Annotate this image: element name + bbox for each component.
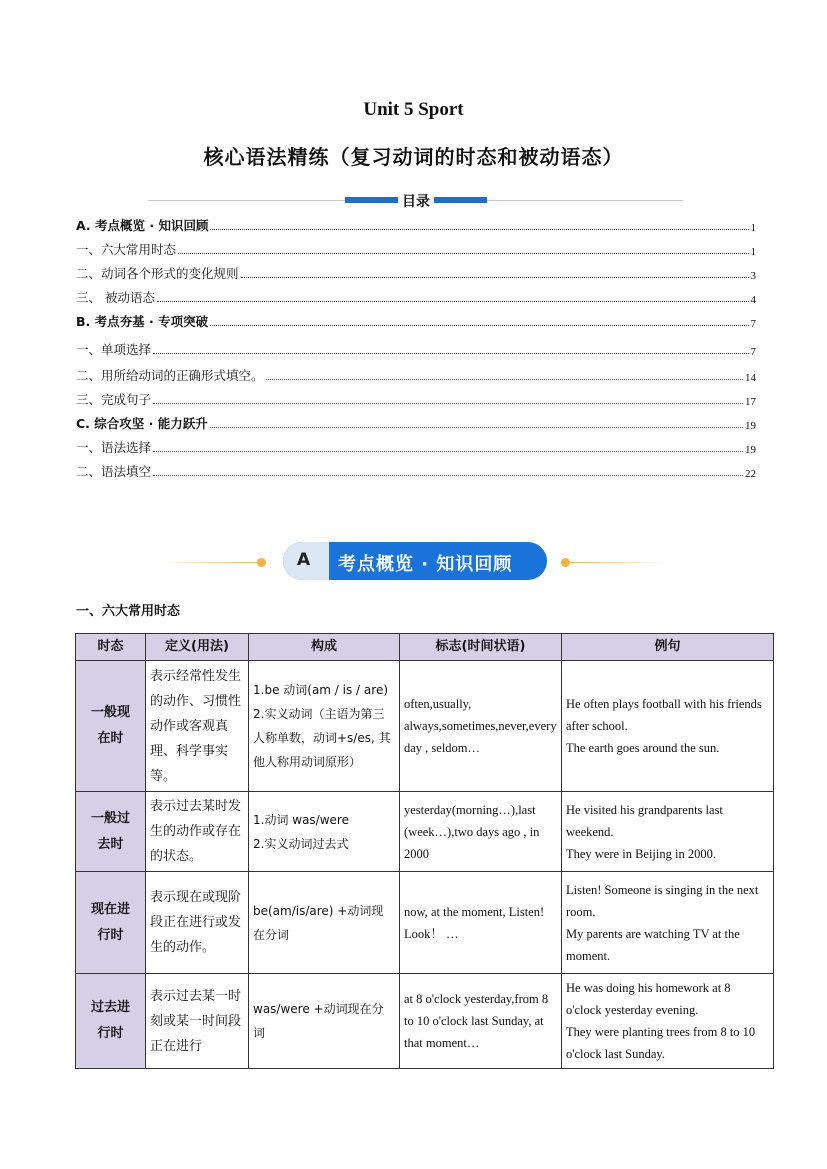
example-cell xyxy=(562,661,774,792)
toc-item[interactable] xyxy=(76,216,756,234)
toc-item-text: 二、语法填空 xyxy=(76,464,152,479)
toc-item-page: 17 xyxy=(745,396,756,408)
toc-heading-bar xyxy=(148,191,683,209)
example-cell xyxy=(562,792,774,872)
toc-item[interactable] xyxy=(76,390,756,408)
toc-item-page: 4 xyxy=(750,294,756,306)
table-header-cell: 例句 xyxy=(562,634,774,661)
toc-item-text: 一、单项选择 xyxy=(76,342,152,357)
toc-item-text: 三、完成句子 xyxy=(76,392,152,407)
toc-item-text: 一、六大常用时态 xyxy=(76,242,177,257)
toc-leader xyxy=(157,301,749,302)
example-line: The earth goes around the sun. xyxy=(566,741,720,755)
toc-leader xyxy=(153,451,743,452)
toc-item[interactable] xyxy=(76,414,756,432)
tense-name-line: 在时 xyxy=(97,731,124,746)
toc-item[interactable] xyxy=(76,340,756,358)
toc-item[interactable] xyxy=(76,288,756,306)
toc-accent-right xyxy=(431,197,487,203)
toc-accent-left xyxy=(345,197,401,203)
toc-item-page: 19 xyxy=(745,444,756,456)
toc-item-text: B. 考点夯基 · 专项突破 xyxy=(76,314,209,329)
tense-name-cell xyxy=(76,872,146,974)
tense-name-line: 过去进 xyxy=(90,1000,130,1015)
table-row xyxy=(76,792,774,872)
example-cell xyxy=(562,974,774,1069)
toc-item[interactable] xyxy=(76,366,756,384)
toc-item-page: 19 xyxy=(745,420,756,432)
table-row xyxy=(76,974,774,1069)
section-title: 一、六大常用时态 xyxy=(76,604,181,619)
toc-item-page: 7 xyxy=(750,346,756,358)
banner-line-left xyxy=(160,562,260,563)
toc-heading: 目录 xyxy=(398,191,434,211)
toc-item-page: 14 xyxy=(745,372,756,384)
form-line: 1.be 动词(am / is / are) xyxy=(253,683,389,697)
toc-item[interactable] xyxy=(76,240,756,258)
form-cell xyxy=(249,974,400,1069)
form-line: 1.动词 was/were xyxy=(253,812,349,827)
example-line: He visited his grandparents last weekend. xyxy=(566,802,723,839)
toc-item[interactable] xyxy=(76,438,756,456)
tense-name-cell xyxy=(76,792,146,872)
table-header-cell: 时态 xyxy=(76,634,146,661)
form-cell xyxy=(249,661,400,792)
toc-leader xyxy=(153,403,743,404)
definition-cell: 表示经常性发生的动作、习惯性动作或客观真理、科学事实等。 xyxy=(146,661,249,792)
tense-table xyxy=(75,633,774,1069)
toc-item-page: 1 xyxy=(750,246,756,258)
marker-cell: often,usually, always,sometimes,never,every day , seldom… xyxy=(400,661,562,792)
toc-leader xyxy=(241,277,749,278)
tense-name-line: 行时 xyxy=(97,927,124,943)
tense-name-cell xyxy=(76,974,146,1069)
form-line: was/were +动词现在分词 xyxy=(253,1002,384,1040)
toc-item-page: 7 xyxy=(750,318,756,330)
form-line: be(am/is/are) +动词现在分词 xyxy=(253,903,384,942)
form-cell xyxy=(249,792,400,872)
tense-name-line: 去时 xyxy=(97,836,124,852)
toc-item-page: 3 xyxy=(750,270,756,282)
example-line: Listen! Someone is singing in the next room. xyxy=(566,882,759,919)
form-cell xyxy=(249,872,400,974)
form-line: 2.实义动词（主语为第三人称单数，动词+s/es, 其他人称用动词原形） xyxy=(253,707,391,769)
table-header-cell: 标志(时间状语) xyxy=(400,634,562,661)
toc-item-page: 22 xyxy=(745,468,756,480)
toc-item-text: 一、语法选择 xyxy=(76,440,152,455)
tense-name-line: 一般现 xyxy=(90,705,130,720)
definition-cell: 表示现在或现阶段正在进行或发生的动作。 xyxy=(146,872,249,974)
table-row xyxy=(76,872,774,974)
definition-cell: 表示过去某时发生的动作或存在的状态。 xyxy=(146,792,249,872)
table-header-cell: 定义(用法) xyxy=(146,634,249,661)
banner-letter: A xyxy=(297,550,311,570)
document-title: Unit 5 Sport xyxy=(363,99,464,120)
toc-leader xyxy=(153,475,743,476)
toc-leader xyxy=(266,379,743,380)
toc-leader xyxy=(210,427,743,428)
definition-cell: 表示过去某一时刻或某一时间段正在进行 xyxy=(146,974,249,1069)
marker-cell: yesterday(morning…),last (week…),two days ago , in 2000 xyxy=(400,792,562,872)
tense-name-line: 现在进 xyxy=(90,901,130,917)
toc-item-text: C. 综合攻坚 · 能力跃升 xyxy=(76,416,208,431)
example-line: He often plays football with his friends after school. xyxy=(566,697,762,733)
form-line: 2.实义动词过去式 xyxy=(253,836,349,851)
section-banner xyxy=(0,540,827,584)
example-line: My parents are watching TV at the moment. xyxy=(566,926,740,963)
toc-item[interactable] xyxy=(76,312,756,330)
table-header-cell: 构成 xyxy=(249,634,400,661)
document-subtitle: 核心语法精练（复习动词的时态和被动语态） xyxy=(203,145,624,169)
banner-text: 考点概览 · 知识回顾 xyxy=(338,554,513,575)
toc-item-page: 1 xyxy=(750,222,756,234)
toc-item-text: A. 考点概览 · 知识回顾 xyxy=(76,218,209,233)
example-line: They were in Beijing in 2000. xyxy=(566,846,716,861)
banner-line-right xyxy=(568,562,668,563)
table-header-row xyxy=(76,634,774,661)
toc-item-text: 二、用所给动词的正确形式填空。 xyxy=(76,368,264,383)
marker-cell: at 8 o'clock yesterday,from 8 to 10 o'clock last Sunday, at that moment… xyxy=(400,974,562,1069)
example-line: They were planting trees from 8 to 10 o'clock last Sunday. xyxy=(566,1025,756,1061)
toc-leader xyxy=(210,325,748,326)
marker-cell: now, at the moment, Listen! Look！ … xyxy=(400,872,562,974)
banner-dot-left xyxy=(257,558,266,567)
toc-item-text: 二、动词各个形式的变化规则 xyxy=(76,266,239,281)
tense-name-line: 行时 xyxy=(97,1026,124,1041)
toc-item[interactable] xyxy=(76,462,756,480)
tense-name-cell xyxy=(76,661,146,792)
toc-leader xyxy=(153,353,748,354)
toc-item[interactable] xyxy=(76,264,756,282)
toc-leader xyxy=(178,253,748,254)
toc-item-text: 三、 被动语态 xyxy=(76,290,155,305)
table-row xyxy=(76,661,774,792)
example-line: He was doing his homework at 8 o'clock yesterday evening. xyxy=(566,981,731,1017)
tense-name-line: 一般过 xyxy=(90,810,130,826)
toc-leader xyxy=(210,229,748,230)
example-cell xyxy=(562,872,774,974)
